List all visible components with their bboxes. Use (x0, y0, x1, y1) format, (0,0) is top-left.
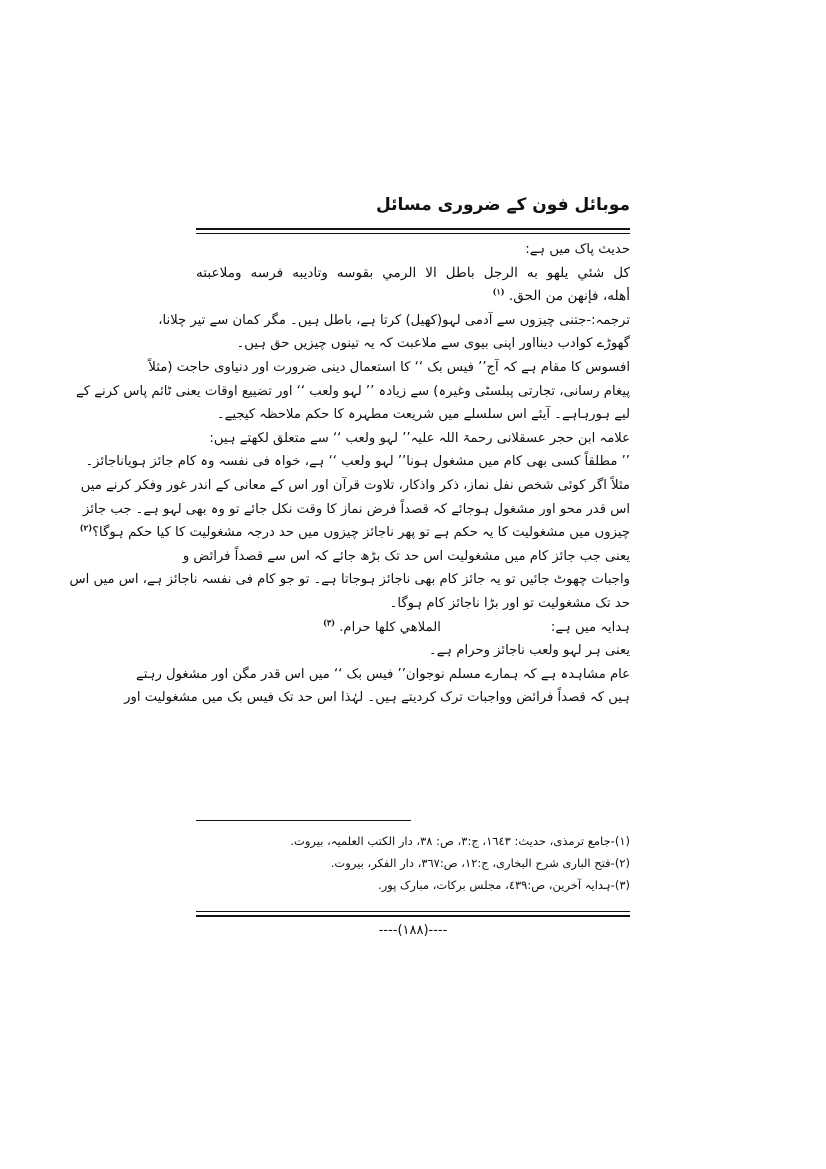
paragraph-line: یعنی جب جائز کام میں مشغولیت اس حد تک بڑھ جائے کہ اس سے قصداً فرائض و (182, 548, 630, 564)
footnote: (۳)-ہدایہ آخرین، ص:٤۳۹، مجلس برکات، مبارک پور. (378, 878, 630, 892)
paragraph-line: افسوس کا مقام ہے کہ آج’’ فیس بک ‘‘ کا استعمال دینی ضرورت اور دنیاوی حاجت (مثلاً (148, 359, 630, 375)
running-header: موبائل فون کے ضروری مسائل (375, 195, 630, 215)
paragraph-line: ہیں کہ قصداً فرائض وواجبات ترک کردیتے ہیں۔ لہٰذا اس حد تک فیس بک میں مشغولیت اور (124, 690, 630, 706)
hedaya-label: ہدایہ میں ہے: (550, 619, 630, 635)
paragraph-line: چیزوں میں مشغولیت کا یہ حکم ہے تو پھر ناجائز چیزوں میں حد درجہ مشغولیت کا کیا حکم ہوگا؟$^{(۲)}$ (79, 523, 630, 541)
body-text (69, 238, 630, 710)
footnote-marker: (۲) (79, 523, 93, 533)
footnote: (۲)-فتح الباری شرح البخاری، ج:۱۲، ص:۳٦۷، دار الفکر، بیروت. (330, 856, 630, 870)
footnote-divider (196, 820, 411, 821)
paragraph-line: ترجمہ:-جتنی چیزوں سے آدمی لہو(کھیل) کرتا ہے، باطل ہیں۔ مگر کمان سے تیر چلانا، (158, 312, 630, 328)
footnote-marker: (۳) (323, 617, 336, 628)
hedaya-quote: الملاهي كلها حرام. $^{(۳)}$ (323, 617, 441, 635)
hedaya-citation (196, 616, 630, 640)
document-page (69, 180, 630, 980)
paragraph-line: اس قدر محو اور مشغول ہوجائے کہ قصداً فرض نماز کا وقت نکل جائے تو وہ بھی لہو ہے۔ جب جائز (83, 501, 630, 517)
paragraph-line: عام مشاہدہ ہے کہ ہمارے مسلم نوجوان’’ فیس بک ‘‘ میں اس قدر مگن اور مشغول رہتے (136, 666, 630, 682)
paragraph-line: ’’ مطلقاً کسی بھی کام میں مشغول ہونا’’ لہو ولعب ‘‘ ہے، خواہ فی نفسہ وہ کام جائز ہویاناجائز۔ (85, 454, 630, 470)
paragraph-line: حدیث پاک میں ہے: (525, 242, 630, 257)
paragraph-line: مثلاً اگر کوئی شخص نفل نماز، ذکر واذکار، تلاوت قرآن اور اس کے معانی کے اندر غور وفکر کرنے میں (80, 477, 630, 493)
footnotes (196, 830, 630, 896)
paragraph-line: لیے ہورہاہے۔ آیئے اس سلسلے میں شریعت مطہرہ کا حکم ملاحظہ کیجیے۔ (216, 407, 630, 423)
footer-divider (196, 911, 630, 917)
paragraph-line: علامہ ابن حجر عسقلانی رحمۃ اللہ علیہ’’ لہو ولعب ‘‘ سے متعلق لکھتے ہیں: (209, 430, 630, 446)
arabic-quote-line: کل شئي يلهو به الرجل باطل الا الرمي بقوسه وتاديبه فرسه وملاعبته (196, 264, 630, 281)
footnote: (۱)-جامع ترمذی، حدیث: ۱٦٤۳، ج:۳، ص: ۳۸، دار الکتب العلمیہ، بیروت. (290, 834, 630, 848)
page-number: ----(۱۸۸)---- (378, 923, 448, 938)
paragraph-line: واجبات چھوٹ جائیں تو یہ جائز کام بھی ناجائز ہوجاتا ہے۔ تو جو کام فی نفسہ ناجائز ہے، اس میں اس (69, 572, 630, 588)
paragraph-line: گھوڑے کوادب دینااور اپنی بیوی سے ملاعبت کہ یہ تینوں چیزیں حق ہیں۔ (236, 336, 630, 352)
paragraph-line: یعنی ہر لہو ولعب ناجائز وحرام ہے۔ (428, 643, 630, 659)
paragraph-line: حد تک مشغولیت تو اور بڑا ناجائز کام ہوگا۔ (389, 595, 630, 611)
footnote-marker: (۱) (492, 286, 505, 297)
paragraph-line: پیغام رسانی، تجارتی پبلسٹی وغیرہ) سے زیادہ ’’ لہو ولعب ‘‘ اور تضییع اوقات یعنی ٹائم پاس کرنے کے (76, 383, 630, 399)
header-divider (196, 228, 630, 234)
arabic-quote-line: أهله، فإنهن من الحق. $^{(۱)}$ (492, 286, 630, 305)
